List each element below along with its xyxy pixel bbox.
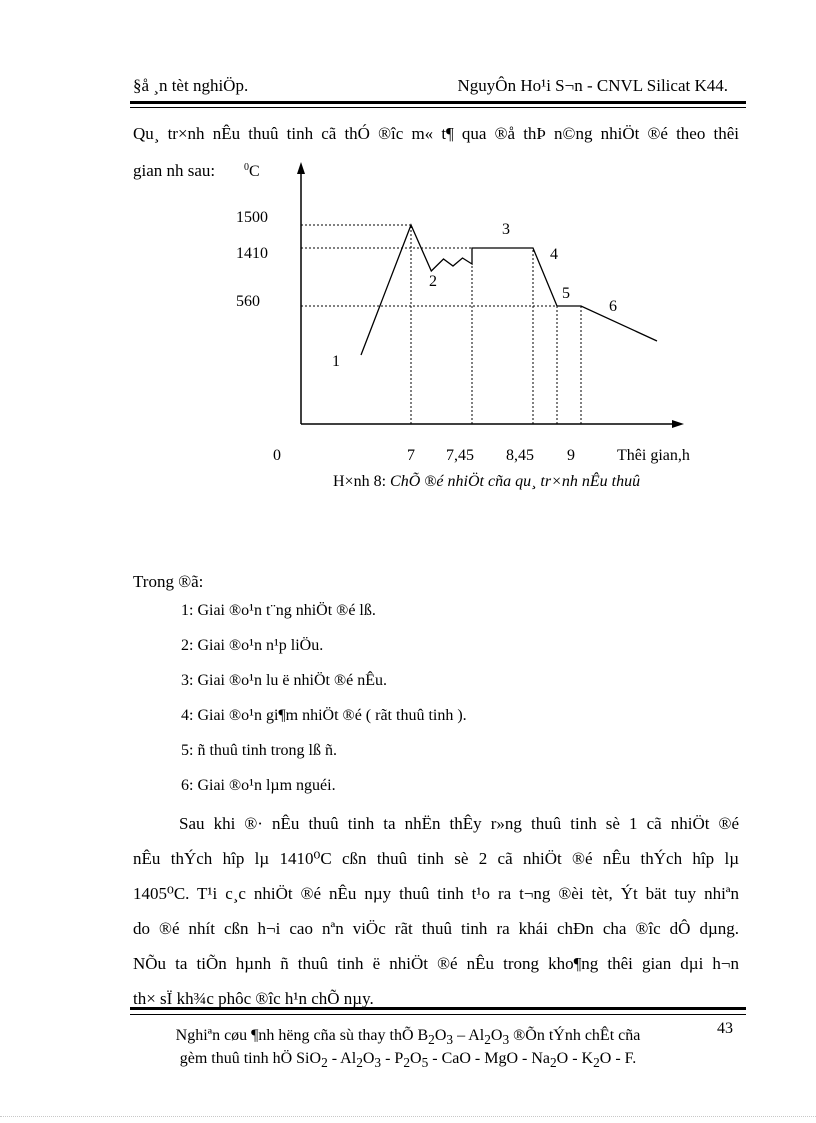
- list-item-1: 1: Giai ®o¹n t¨ng nhiÖt ®é lß.: [181, 602, 376, 619]
- caption-prefix: H×nh 8:: [333, 473, 387, 490]
- paragraph-line: 1405⁰C. T¹i c¸c nhiÖt ®é nÊu nµy thuû tinh t¹o ra t¬ng ®èi tèt, Ýt bät tuy nhiªn: [133, 884, 739, 903]
- footer-subscript: 2: [484, 1032, 491, 1048]
- stage-label: 1: [332, 353, 340, 370]
- y-tick-label: 1410: [236, 245, 268, 262]
- x-axis-arrow: [672, 420, 684, 428]
- y-tick-label: 560: [236, 293, 260, 310]
- temperature-chart: [0, 0, 816, 500]
- list-item-3: 3: Giai ®o¹n lu ë nhiÖt ®é nÊu.: [181, 672, 387, 689]
- page-bottom-dotted-edge: [0, 1116, 816, 1117]
- y-axis-arrow: [297, 162, 305, 174]
- x-tick-label: 9: [567, 447, 575, 464]
- temperature-curve: [361, 225, 657, 355]
- paragraph-line: Sau khi ®· nÊu thuû tinh ta nhËn thÊy r»ng thuû tinh sè 1 cã nhiÖt ®é: [179, 814, 739, 833]
- stage-label: 5: [562, 285, 570, 302]
- footer-line-1: [0, 1027, 816, 1048]
- y-tick-label: 1500: [236, 209, 268, 226]
- header-left: §å ¸n tèt nghiÖp.: [133, 76, 249, 95]
- footer-subscript: 2: [403, 1055, 410, 1071]
- y-axis-unit-sup: 0: [244, 162, 249, 173]
- origin-label: 0: [273, 447, 281, 464]
- footer-text: O: [410, 1050, 422, 1067]
- footer-text: Nghiªn cøu ¶nh hëng cña sù thay thÕ B: [175, 1027, 429, 1044]
- footer-text: - CaO - MgO - Na: [428, 1050, 550, 1067]
- figure-caption: [333, 473, 640, 491]
- y-axis-unit: C: [249, 163, 260, 180]
- footer-subscript: 2: [356, 1055, 363, 1071]
- footer-subscript: 3: [446, 1032, 454, 1048]
- footer-text: O: [490, 1027, 503, 1044]
- footer-subscript: 3: [374, 1055, 382, 1071]
- list-lead: Trong ®ã:: [133, 572, 204, 591]
- footer-subscript: 5: [421, 1055, 429, 1071]
- list-item-5: 5: ñ thuû tinh trong lß ñ.: [181, 742, 337, 759]
- footer-line-2: [0, 1050, 816, 1071]
- footer-rule-thin: [130, 1014, 746, 1015]
- footer-text: – Al: [453, 1027, 485, 1044]
- x-tick-label: 7,45: [446, 447, 474, 464]
- footer-text: ®Õn tÝnh chÊt cña: [509, 1027, 641, 1044]
- footer-text: - P: [381, 1050, 404, 1067]
- caption-text: ChÕ ®é nhiÖt cña qu¸ tr×nh nÊu thuû: [390, 473, 641, 490]
- footer-text: O - K: [556, 1050, 594, 1067]
- intro-line-1: Qu¸ tr×nh nÊu thuû tinh cã thÓ ®îc m« t¶ qua ®å thÞ n©ng nhiÖt ®é theo thêi: [133, 124, 739, 143]
- paragraph-line: th× sÏ kh¾c phôc ®îc h¹n chÕ nµy.: [133, 989, 374, 1008]
- footer-subscript: 3: [502, 1032, 510, 1048]
- stage-label: 6: [609, 298, 617, 315]
- stage-label: 2: [429, 273, 437, 290]
- footer-subscript: 2: [549, 1055, 557, 1071]
- x-axis-title: Thêi gian,h: [617, 447, 690, 464]
- body-paragraph: [133, 806, 739, 1016]
- footer-text: O: [362, 1050, 375, 1067]
- list-item-6: 6: Giai ®o¹n lµm nguéi.: [181, 777, 336, 794]
- footer-text: - Al: [327, 1050, 357, 1067]
- y-axis-unit-label: [244, 162, 260, 180]
- header-right: NguyÔn Ho¹i S¬n - CNVL Silicat K44.: [457, 76, 728, 95]
- paragraph-line: nÊu thÝch hîp lµ 1410⁰C cßn thuû tinh sè 2 cã nhiÖt ®é nÊu thÝch hîp lµ: [133, 849, 739, 868]
- footer-text: O - F.: [599, 1050, 637, 1067]
- stage-label: 4: [550, 246, 558, 263]
- stage-label: 3: [502, 221, 510, 238]
- footer-rule-thick: [130, 1007, 746, 1010]
- page-number: 43: [717, 1020, 733, 1037]
- footer-text: gèm thuû tinh hÖ SiO: [179, 1050, 322, 1067]
- paragraph-line: NÕu ta tiÕn hµnh ñ thuû tinh ë nhiÖt ®é nÊu trong kho¶ng thêi gian dµi h¬n: [133, 954, 739, 973]
- intro-line-2: gian nh sau:: [133, 161, 216, 180]
- list-item-2: 2: Giai ®o¹n n¹p liÖu.: [181, 637, 324, 654]
- footer-text: O: [434, 1027, 447, 1044]
- list-item-4: 4: Giai ®o¹n gi¶m nhiÖt ®é ( rãt thuû tinh ).: [181, 707, 467, 724]
- footer-subscript: 2: [428, 1032, 435, 1048]
- footer-subscript: 2: [321, 1055, 328, 1071]
- paragraph-line: do ®é nhít cßn h¬i cao nªn viÖc rãt thuû tinh ra khái chÐn cha ®îc dÔ dµng.: [133, 919, 739, 938]
- x-tick-label: 8,45: [506, 447, 534, 464]
- footer-subscript: 2: [593, 1055, 600, 1071]
- x-tick-label: 7: [407, 447, 415, 464]
